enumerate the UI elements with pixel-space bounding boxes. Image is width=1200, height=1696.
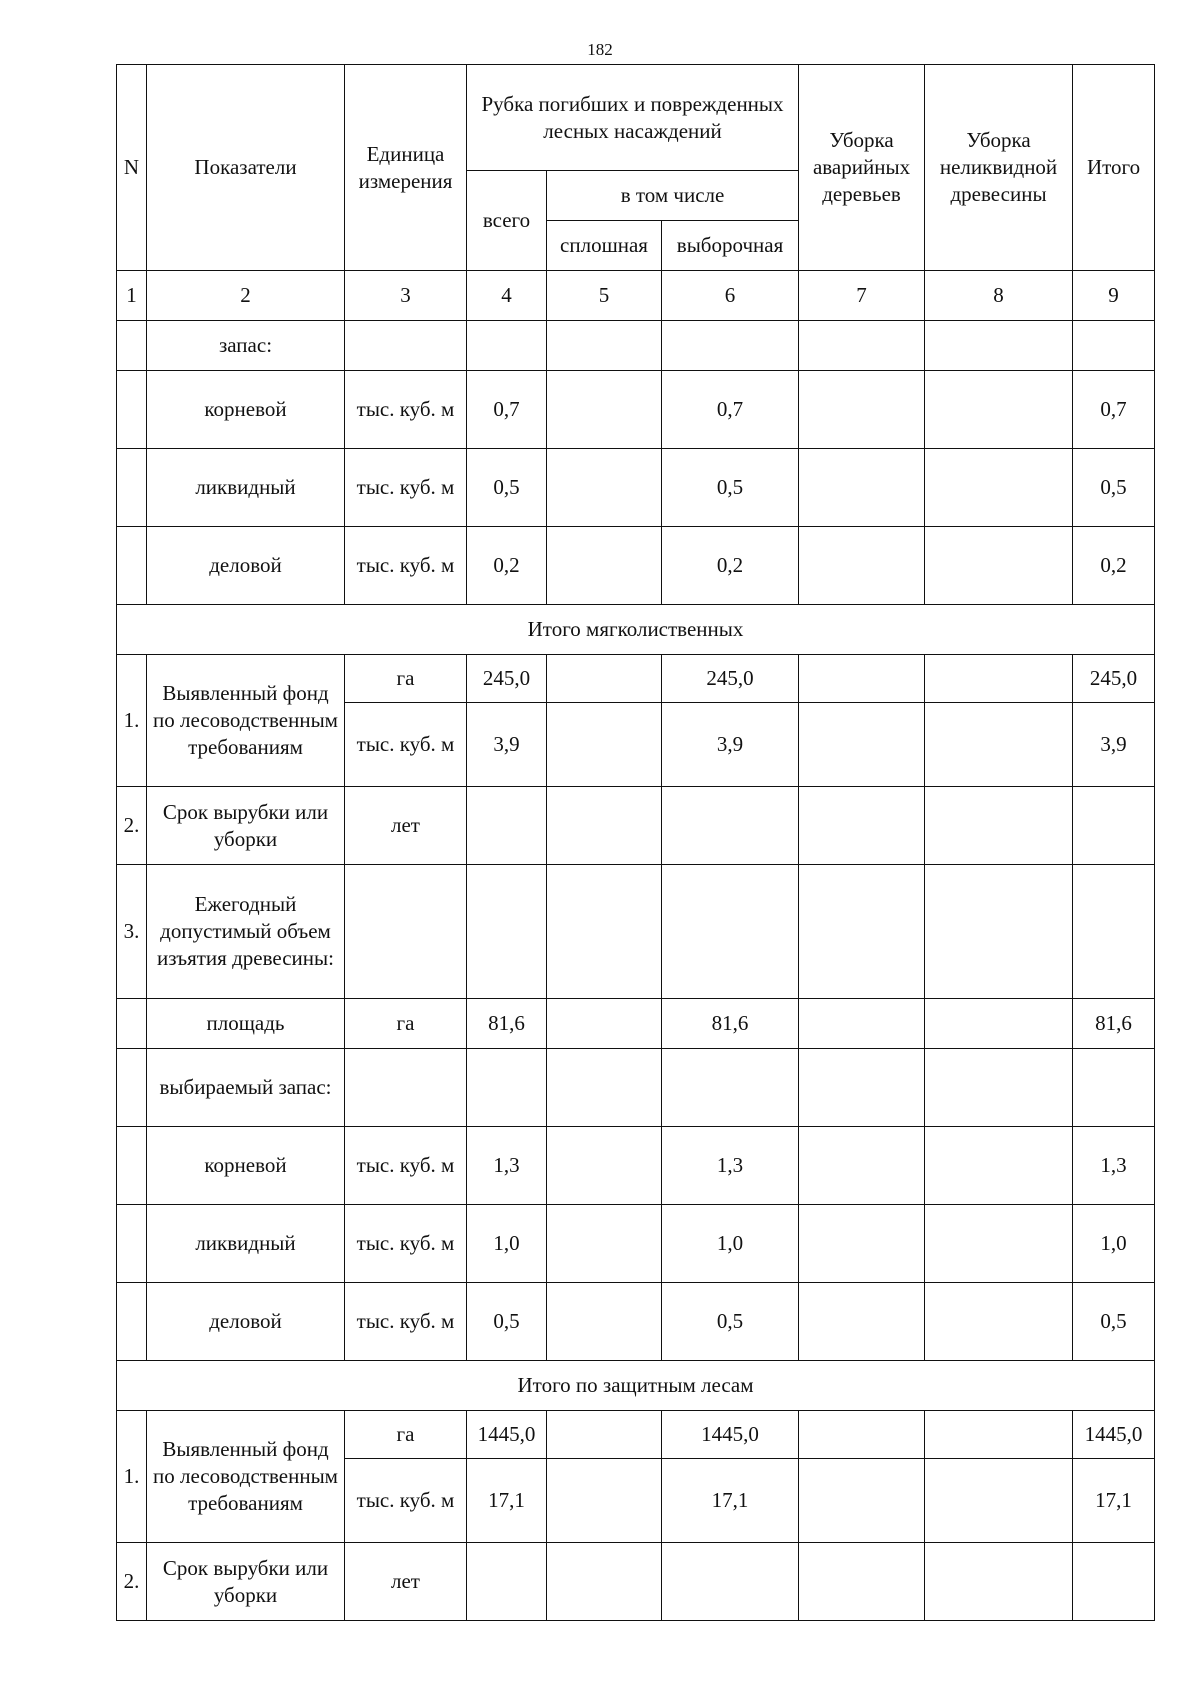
cell-col5 <box>547 1205 662 1283</box>
cell-col6: 1445,0 <box>662 1411 799 1459</box>
col-number: 8 <box>925 271 1073 321</box>
row-n <box>117 1049 147 1127</box>
cell-col5 <box>547 1283 662 1361</box>
cell-col9 <box>1073 1049 1155 1127</box>
cell-col5 <box>547 1543 662 1621</box>
row-n <box>117 1205 147 1283</box>
cell-col7 <box>799 655 925 703</box>
cell-col8 <box>925 655 1073 703</box>
header-clear: сплошная <box>547 221 662 271</box>
cell-col4: 0,7 <box>467 371 547 449</box>
header-n: N <box>117 65 147 271</box>
table-row <box>117 1411 1155 1459</box>
header-total-all: всего <box>467 171 547 271</box>
row-unit: тыс. куб. м <box>345 527 467 605</box>
cell-col8 <box>925 999 1073 1049</box>
cell-col8 <box>925 1049 1073 1127</box>
row-name: выбираемый запас: <box>147 1049 345 1127</box>
cell-col4: 0,5 <box>467 449 547 527</box>
cell-col5 <box>547 1411 662 1459</box>
row-unit: тыс. куб. м <box>345 1205 467 1283</box>
page-number: 182 <box>587 40 613 59</box>
cell-col6 <box>662 1049 799 1127</box>
cell-col8 <box>925 527 1073 605</box>
table-row <box>117 865 1155 999</box>
cell-col9: 17,1 <box>1073 1459 1155 1543</box>
row-name: корневой <box>147 371 345 449</box>
row-name: ликвидный <box>147 449 345 527</box>
table-row <box>117 527 1155 605</box>
row-unit <box>345 865 467 999</box>
cell-col8 <box>925 1459 1073 1543</box>
cell-col7 <box>799 787 925 865</box>
table-row <box>117 1543 1155 1621</box>
row-unit <box>345 1049 467 1127</box>
table-row <box>117 999 1155 1049</box>
cell-col5 <box>547 999 662 1049</box>
cell-col8 <box>925 449 1073 527</box>
cell-col8 <box>925 1543 1073 1621</box>
row-unit: тыс. куб. м <box>345 1459 467 1543</box>
cell-col6 <box>662 1543 799 1621</box>
row-unit: тыс. куб. м <box>345 449 467 527</box>
cell-col8 <box>925 1283 1073 1361</box>
cell-col8 <box>925 1205 1073 1283</box>
row-n: 2. <box>117 787 147 865</box>
table-row <box>117 787 1155 865</box>
cell-col5 <box>547 865 662 999</box>
row-unit: лет <box>345 1543 467 1621</box>
cell-col7 <box>799 1283 925 1361</box>
table-row <box>117 1127 1155 1205</box>
cell-col5 <box>547 787 662 865</box>
cell-col9: 81,6 <box>1073 999 1155 1049</box>
cell-col8 <box>925 321 1073 371</box>
cell-col6 <box>662 865 799 999</box>
cell-col7 <box>799 1543 925 1621</box>
cell-col5 <box>547 371 662 449</box>
cell-col5 <box>547 1049 662 1127</box>
cell-col9: 0,5 <box>1073 449 1155 527</box>
row-unit: тыс. куб. м <box>345 1127 467 1205</box>
section-heading-protective: Итого по защитным лесам <box>117 1361 1155 1411</box>
cell-col9: 0,7 <box>1073 371 1155 449</box>
col-number: 4 <box>467 271 547 321</box>
row-n: 1. <box>117 1411 147 1543</box>
row-n <box>117 371 147 449</box>
cell-col6 <box>662 787 799 865</box>
cell-col6: 1,0 <box>662 1205 799 1283</box>
column-number-row <box>117 271 1155 321</box>
cell-col4 <box>467 787 547 865</box>
table-row <box>117 1049 1155 1127</box>
col-number: 7 <box>799 271 925 321</box>
cell-col5 <box>547 703 662 787</box>
cell-col6 <box>662 321 799 371</box>
row-unit: га <box>345 999 467 1049</box>
row-name: Выявленный фонд по лесоводственным требованиям <box>147 655 345 787</box>
cell-col6: 81,6 <box>662 999 799 1049</box>
table-row <box>117 371 1155 449</box>
cell-col7 <box>799 449 925 527</box>
cell-col8 <box>925 1127 1073 1205</box>
cell-col4: 17,1 <box>467 1459 547 1543</box>
row-name: деловой <box>147 527 345 605</box>
cell-col7 <box>799 865 925 999</box>
cell-col5 <box>547 655 662 703</box>
row-unit: га <box>345 1411 467 1459</box>
cell-col4: 0,2 <box>467 527 547 605</box>
col-number: 9 <box>1073 271 1155 321</box>
row-name: Срок вырубки или уборки <box>147 787 345 865</box>
col-number: 1 <box>117 271 147 321</box>
header-itogo: Итого <box>1073 65 1155 271</box>
cell-col8 <box>925 371 1073 449</box>
col-number: 6 <box>662 271 799 321</box>
cell-col7 <box>799 1127 925 1205</box>
row-n <box>117 321 147 371</box>
cell-col6: 245,0 <box>662 655 799 703</box>
cell-col6: 1,3 <box>662 1127 799 1205</box>
cell-col5 <box>547 449 662 527</box>
row-name: деловой <box>147 1283 345 1361</box>
cell-col4: 3,9 <box>467 703 547 787</box>
row-name: запас: <box>147 321 345 371</box>
cell-col9: 1,3 <box>1073 1127 1155 1205</box>
cell-col9 <box>1073 321 1155 371</box>
header-felling: Рубка погибших и поврежденных лесных насаждений <box>467 65 799 171</box>
header-emergency: Уборка аварийных деревьев <box>799 65 925 271</box>
cell-col7 <box>799 1459 925 1543</box>
cell-col5 <box>547 527 662 605</box>
cell-col4: 1,0 <box>467 1205 547 1283</box>
cell-col9: 0,5 <box>1073 1283 1155 1361</box>
table-row <box>117 655 1155 703</box>
cell-col4 <box>467 321 547 371</box>
cell-col9 <box>1073 1543 1155 1621</box>
cell-col7 <box>799 1049 925 1127</box>
cell-col4 <box>467 865 547 999</box>
row-n <box>117 1283 147 1361</box>
cell-col8 <box>925 787 1073 865</box>
cell-col9: 3,9 <box>1073 703 1155 787</box>
row-unit: тыс. куб. м <box>345 371 467 449</box>
cell-col9: 245,0 <box>1073 655 1155 703</box>
cell-col4: 0,5 <box>467 1283 547 1361</box>
row-n <box>117 527 147 605</box>
row-n <box>117 449 147 527</box>
forest-table <box>116 64 1155 1621</box>
cell-col7 <box>799 1205 925 1283</box>
cell-col6: 0,2 <box>662 527 799 605</box>
cell-col7 <box>799 999 925 1049</box>
header-unit: Единица измерения <box>345 65 467 271</box>
cell-col9: 1445,0 <box>1073 1411 1155 1459</box>
row-n: 2. <box>117 1543 147 1621</box>
row-n: 1. <box>117 655 147 787</box>
cell-col7 <box>799 321 925 371</box>
row-name: площадь <box>147 999 345 1049</box>
cell-col4: 245,0 <box>467 655 547 703</box>
cell-col9: 0,2 <box>1073 527 1155 605</box>
cell-col9 <box>1073 787 1155 865</box>
col-number: 5 <box>547 271 662 321</box>
cell-col4: 1445,0 <box>467 1411 547 1459</box>
table-row <box>117 321 1155 371</box>
header-indicators: Показатели <box>147 65 345 271</box>
cell-col9: 1,0 <box>1073 1205 1155 1283</box>
table-row <box>117 1283 1155 1361</box>
cell-col4 <box>467 1543 547 1621</box>
table-row <box>117 449 1155 527</box>
cell-col6: 0,5 <box>662 1283 799 1361</box>
cell-col7 <box>799 371 925 449</box>
cell-col6: 0,5 <box>662 449 799 527</box>
cell-col8 <box>925 1411 1073 1459</box>
row-unit: тыс. куб. м <box>345 703 467 787</box>
row-n: 3. <box>117 865 147 999</box>
row-name: Выявленный фонд по лесоводственным требованиям <box>147 1411 345 1543</box>
row-n <box>117 1127 147 1205</box>
header-illiquid: Уборка неликвидной древесины <box>925 65 1073 271</box>
cell-col7 <box>799 703 925 787</box>
cell-col5 <box>547 321 662 371</box>
row-name: Срок вырубки или уборки <box>147 1543 345 1621</box>
cell-col6: 3,9 <box>662 703 799 787</box>
cell-col7 <box>799 1411 925 1459</box>
row-unit: тыс. куб. м <box>345 1283 467 1361</box>
header-selective: выборочная <box>662 221 799 271</box>
row-name: корневой <box>147 1127 345 1205</box>
cell-col5 <box>547 1459 662 1543</box>
row-unit <box>345 321 467 371</box>
header-including: в том числе <box>547 171 799 221</box>
row-unit: лет <box>345 787 467 865</box>
row-n <box>117 999 147 1049</box>
section-heading-soft: Итого мягколиственных <box>117 605 1155 655</box>
cell-col6: 0,7 <box>662 371 799 449</box>
row-name: ликвидный <box>147 1205 345 1283</box>
table-row <box>117 1205 1155 1283</box>
cell-col4 <box>467 1049 547 1127</box>
cell-col4: 81,6 <box>467 999 547 1049</box>
col-number: 2 <box>147 271 345 321</box>
cell-col4: 1,3 <box>467 1127 547 1205</box>
cell-col8 <box>925 865 1073 999</box>
cell-col7 <box>799 527 925 605</box>
row-unit: га <box>345 655 467 703</box>
cell-col5 <box>547 1127 662 1205</box>
cell-col8 <box>925 703 1073 787</box>
cell-col6: 17,1 <box>662 1459 799 1543</box>
col-number: 3 <box>345 271 467 321</box>
row-name: Ежегодный допустимый объем изъятия древесины: <box>147 865 345 999</box>
cell-col9 <box>1073 865 1155 999</box>
